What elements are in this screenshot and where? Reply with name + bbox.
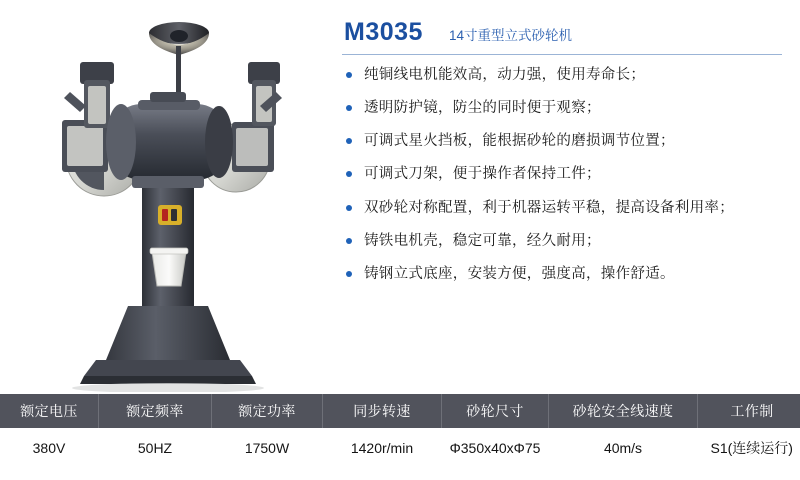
title-divider: [342, 54, 782, 55]
table-cell: 40m/s: [549, 428, 698, 468]
product-subtitle: 14寸重型立式砂轮机: [448, 28, 572, 43]
table-cell: 380V: [0, 428, 99, 468]
product-info-panel: [336, 18, 788, 298]
table-row: [0, 428, 800, 468]
table-header-cell: 额定功率: [212, 394, 323, 428]
table-cell: 1750W: [212, 428, 323, 468]
list-item: [344, 199, 788, 217]
bullet-icon: [346, 205, 352, 211]
table-cell: 50HZ: [99, 428, 212, 468]
list-item: [344, 66, 788, 84]
title-row: [336, 18, 788, 47]
table-header-cell: 工作制: [698, 394, 800, 428]
table-header-cell: 额定频率: [99, 394, 212, 428]
product-model: M3035: [344, 18, 423, 46]
list-item: [344, 132, 788, 150]
table-header-row: [0, 394, 800, 428]
feature-text: 铸钢立式底座，安装方便，强度高，操作舒适。: [364, 265, 675, 282]
list-item: [344, 265, 788, 283]
motor-housing: [106, 92, 233, 180]
table-cell: Φ350x40xΦ75: [442, 428, 549, 468]
bullet-icon: [346, 105, 352, 111]
bullet-icon: [346, 271, 352, 277]
feature-text: 纯铜线电机能效高，动力强，使用寿命长；: [364, 67, 646, 83]
bullet-icon: [346, 72, 352, 78]
list-item: [344, 232, 788, 250]
product-image-panel: [0, 0, 330, 392]
table-cell: 1420r/min: [323, 428, 442, 468]
table-header-cell: 砂轮安全线速度: [549, 394, 698, 428]
list-item: [344, 165, 788, 183]
feature-text: 透明防护镜，防尘的同时便于观察；: [364, 100, 601, 117]
coolant-bucket: [150, 248, 188, 286]
feature-text: 双砂轮对称配置，利于机器运转平稳，提高设备利用率；: [364, 199, 734, 216]
table-header-cell: 砂轮尺寸: [442, 394, 549, 428]
feature-text: 可调式刀架，便于操作者保持工件；: [364, 166, 601, 183]
bullet-icon: [346, 171, 352, 177]
bullet-icon: [346, 138, 352, 144]
feature-text: 铸铁电机壳，稳定可靠，经久耐用；: [364, 232, 601, 249]
table-header-cell: 额定电压: [0, 394, 99, 428]
table-header-cell: 同步转速: [323, 394, 442, 428]
feature-list: [336, 66, 788, 283]
bullet-icon: [346, 238, 352, 244]
cast-steel-base: [72, 306, 264, 392]
table-cell: S1(连续运行): [698, 428, 800, 468]
list-item: [344, 99, 788, 117]
vertical-bench-grinder-illustration: [0, 0, 330, 392]
feature-text: 可调式星火挡板，能根据砂轮的磨损调节位置；: [364, 133, 675, 150]
specification-table: [0, 394, 800, 468]
